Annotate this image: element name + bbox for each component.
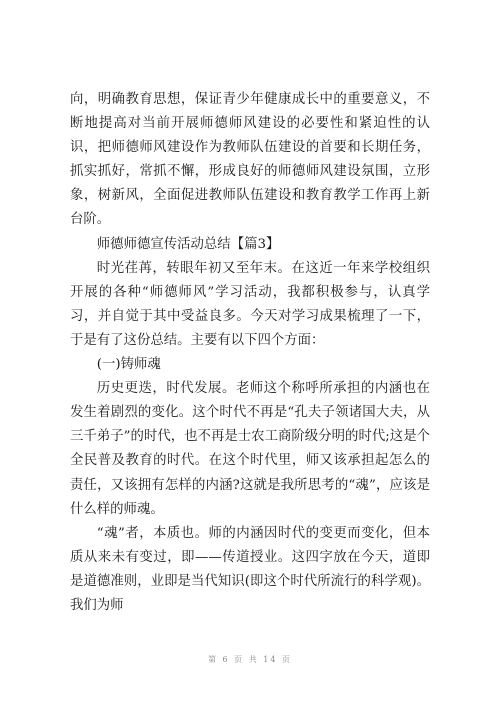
page-footer [0,654,500,665]
paragraph-intro: 时光荏苒，转眼年初又至年末。在这近一年来学校组织开展的各种“师德师风”学习活动，我都积极参与，认真学习，并自觉于其中受益良多。今天对学习成果梳理了一下，于是有了这份总结。主要有以下四个方面： [70,260,430,348]
section-heading: 师德师德宣传活动总结【篇3】 [96,236,280,252]
subsection-heading: (一)铸师魂 [96,357,161,373]
paragraph-soul: “魂”者，本质也。师的内涵因时代的变更而变化，但本质从来未有变过，即——传道授业。这四字放在今天，道即是道德准则，业即是当代知识(即这个时代所流行的科学观)。我们为师 [70,525,430,613]
paragraph-continuation: 向，明确教育思想，保证青少年健康成长中的重要意义，不断地提高对当前开展师德师风建设的必要性和紧迫性的认识，把师德师风建设作为教师队伍建设的首要和长期任务，抓实抓好，常抓不懈，形成良好的师德师风建设氛围，立形象，树新风，全面促进教师队伍建设和教育教学工作再上新台阶。 [70,92,430,228]
page-number-label: 第 6 页 共 14 页 [208,655,292,664]
paragraph-history: 历史更迭，时代发展。老师这个称呼所承担的内涵也在发生着剧烈的变化。这个时代不再是“孔夫子领诸国大夫，从三千弟子”的时代，也不再是士农工商阶级分明的时代;这是个全民普及教育的时代。在这个时代里，师又该承担起怎么的责任，又该拥有怎样的内涵?这就是我所思考的“魂”，应该是什么样的师魂。 [70,381,430,517]
document-body [70,88,430,618]
